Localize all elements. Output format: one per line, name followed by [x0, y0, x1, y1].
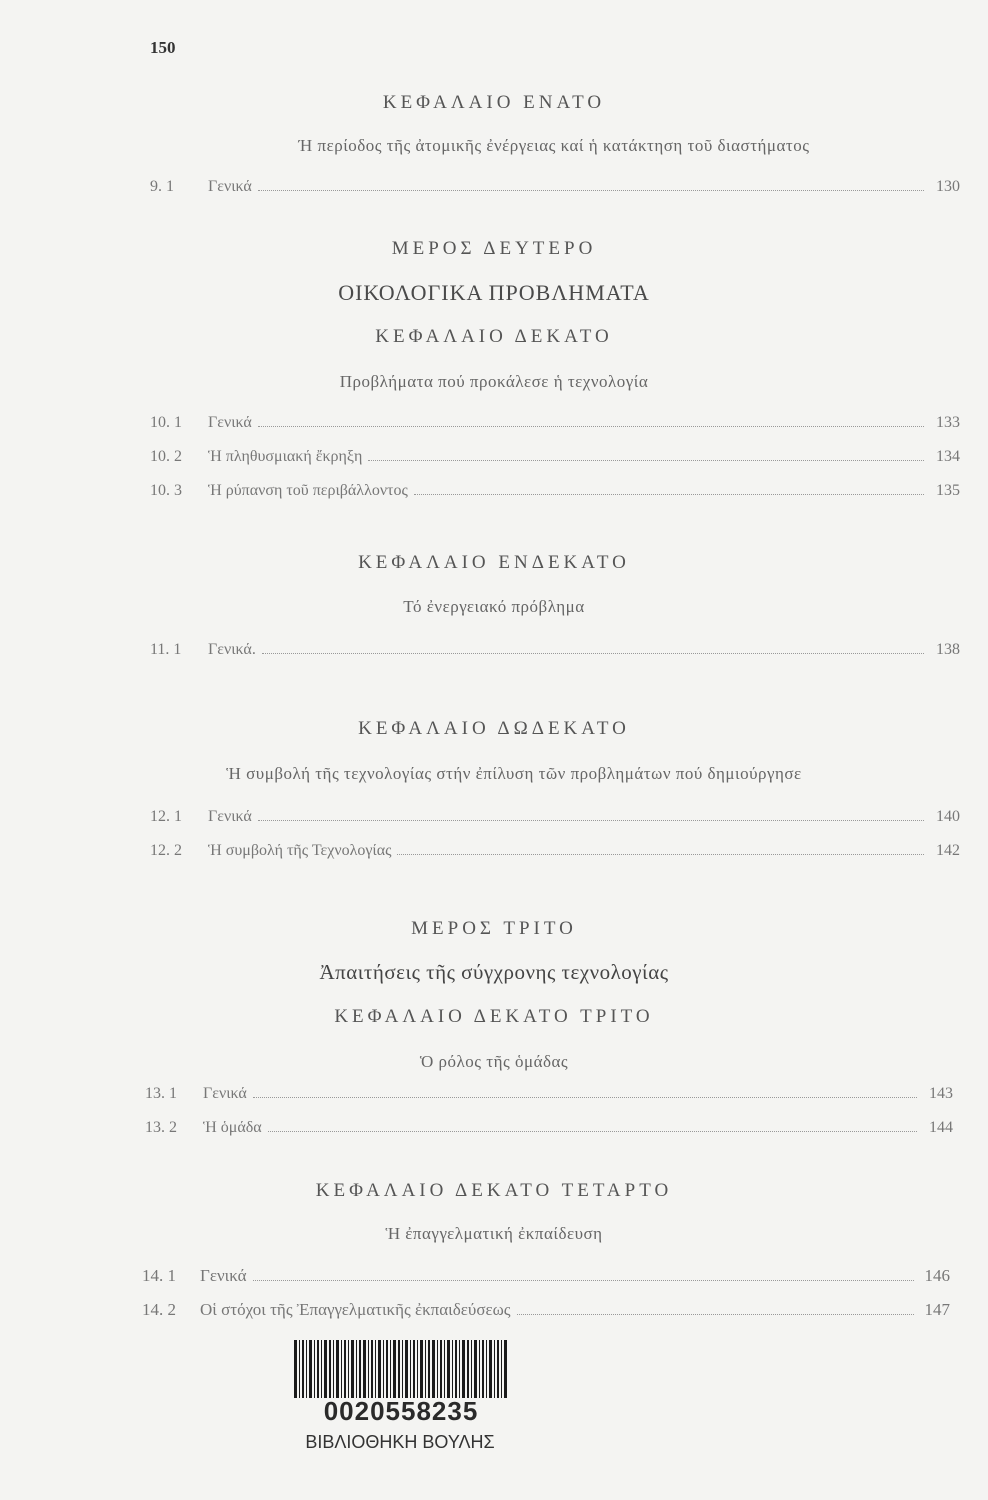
chapter-9-subtitle: Ή περίοδος τῆς ἀτομικῆς ἐνέργειας καί ἡ κατάκτηση τοῦ διαστήματος [298, 136, 810, 155]
part-3-heading: ΜΕΡΟΣ ΤΡΙΤΟ [411, 918, 577, 939]
toc-entry-page: 142 [936, 842, 960, 859]
toc-entry-label: Γενικά [203, 1085, 247, 1102]
chapter-13-heading: ΚΕΦΑΛΑΙΟ ΔΕΚΑΤΟ ΤΡΙΤΟ [334, 1006, 654, 1027]
toc-row[interactable] [145, 1085, 953, 1103]
toc-entry-page: 135 [936, 482, 960, 499]
dot-leader [258, 425, 924, 427]
toc-entry-page: 140 [936, 808, 960, 825]
toc-entry-label: Γενικά [208, 808, 252, 825]
page-number: 150 [150, 38, 176, 57]
toc-entry-label: Γενικά [208, 178, 252, 195]
toc-entry-number: 9. 1 [150, 178, 174, 195]
dot-leader [268, 1130, 917, 1132]
toc-entry-number: 13. 1 [145, 1085, 177, 1102]
chapter-11-heading: ΚΕΦΑΛΑΙΟ ΕΝΔΕΚΑΤΟ [358, 552, 630, 573]
toc-entry-page: 134 [936, 448, 960, 465]
dot-leader [414, 493, 924, 495]
toc-entry-page: 138 [936, 641, 960, 658]
chapter-14-subtitle: Ἡ ἐπαγγελματική ἐκπαίδευση [385, 1224, 603, 1243]
toc-entry-number: 12. 2 [150, 842, 182, 859]
chapter-13-subtitle: Ὁ ρόλος τῆς ὁμάδας [419, 1052, 569, 1071]
chapter-10-heading: ΚΕΦΑΛΑΙΟ ΔΕΚΑΤΟ [375, 326, 613, 347]
toc-entry-number: 14. 2 [142, 1300, 176, 1319]
toc-entry-page: 133 [936, 414, 960, 431]
chapter-12-heading: ΚΕΦΑΛΑΙΟ ΔΩΔΕΚΑΤΟ [358, 718, 630, 739]
part-3-title: Ἀπαιτήσεις τῆς σύγχρονης τεχνολογίας [319, 960, 669, 984]
toc-entry-label: Γενικά [200, 1266, 247, 1285]
toc-entry-page: 144 [929, 1119, 953, 1136]
toc-entry-number: 12. 1 [150, 808, 182, 825]
chapter-9-heading: ΚΕΦΑΛΑΙΟ ΕΝΑΤΟ [382, 92, 606, 113]
dot-leader [517, 1313, 914, 1315]
toc-row[interactable] [150, 641, 960, 659]
toc-entry-number: 10. 3 [150, 482, 182, 499]
library-name: ΒΙΒΛΙΟΘΗΚΗ ΒΟΥΛΗΣ [305, 1432, 495, 1452]
toc-entry-page: 130 [936, 178, 960, 195]
toc-entry-label: Ἡ συμβολή τῆς Τεχνολογίας [208, 842, 392, 859]
dot-leader [397, 853, 924, 855]
toc-entry-page: 146 [924, 1266, 950, 1285]
toc-entry-number: 14. 1 [142, 1266, 176, 1285]
toc-row[interactable] [142, 1266, 950, 1286]
toc-row[interactable] [150, 842, 960, 860]
part-2-heading: ΜΕΡΟΣ ΔΕΥΤΕΡΟ [391, 238, 597, 259]
chapter-11-subtitle: Τό ἐνεργειακό πρόβλημα [403, 597, 585, 616]
toc-row[interactable] [150, 482, 960, 500]
toc-entry-label: Ἡ πληθυσμιακή ἔκρηξη [208, 448, 363, 465]
dot-leader [368, 459, 924, 461]
toc-entry-label: Γενικά. [208, 641, 256, 658]
toc-row[interactable] [145, 1119, 953, 1137]
toc-entry-number: 10. 2 [150, 448, 182, 465]
toc-entry-label: Ἡ ρύπανση τοῦ περιβάλλοντος [208, 482, 408, 499]
toc-row[interactable] [142, 1300, 950, 1320]
toc-entry-number: 13. 2 [145, 1119, 177, 1136]
barcode-number: 0020558235 [323, 1396, 479, 1426]
toc-row[interactable] [150, 178, 960, 196]
chapter-10-subtitle: Προβλήματα πού προκάλεσε ἡ τεχνολογία [339, 372, 649, 391]
dot-leader [258, 819, 924, 821]
toc-entry-number: 10. 1 [150, 414, 182, 431]
toc-entry-page: 143 [929, 1085, 953, 1102]
toc-row[interactable] [150, 448, 960, 466]
toc-entry-page: 147 [924, 1300, 950, 1319]
chapter-12-subtitle: Ἡ συμβολή τῆς τεχνολογίας στήν ἐπίλυση τῶν προβλημάτων πού δημιούργησε [226, 764, 802, 783]
toc-row[interactable] [150, 414, 960, 432]
part-2-title: ΟΙΚΟΛΟΓΙΚΑ ΠΡΟΒΛΗΜΑΤΑ [338, 280, 650, 305]
dot-leader [253, 1096, 917, 1098]
dot-leader [262, 652, 924, 654]
toc-entry-label: Γενικά [208, 414, 252, 431]
toc-row[interactable] [150, 808, 960, 826]
toc-entry-label: Ἡ ὁμάδα [203, 1119, 262, 1136]
toc-entry-number: 11. 1 [150, 641, 182, 658]
toc-entry-label: Οἱ στόχοι τῆς Ἐπαγγελματικῆς ἐκπαιδεύσεως [200, 1300, 511, 1319]
barcode-image [294, 1340, 508, 1398]
dot-leader [258, 189, 924, 191]
dot-leader [253, 1279, 914, 1281]
chapter-14-heading: ΚΕΦΑΛΑΙΟ ΔΕΚΑΤΟ ΤΕΤΑΡΤΟ [315, 1180, 673, 1201]
